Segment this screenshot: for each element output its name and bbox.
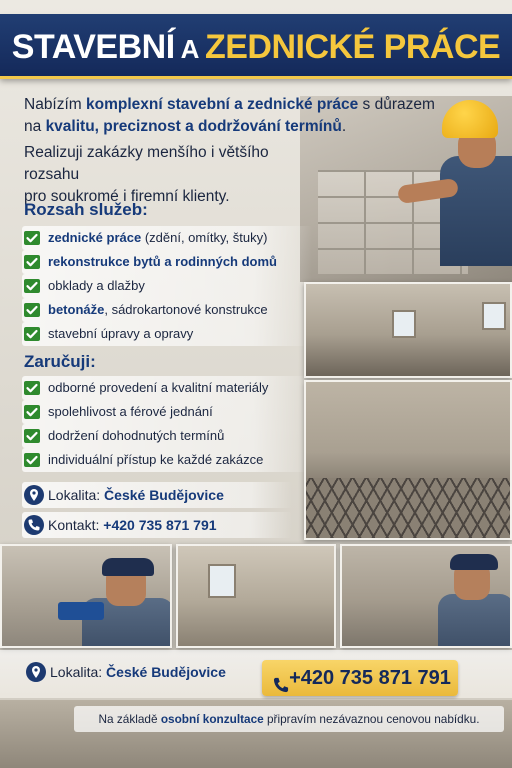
- drill-tool: [58, 602, 104, 620]
- page-title: [0, 28, 512, 67]
- item-text: odborné provedení a kvalitní materiály: [48, 380, 269, 395]
- intro-line1-bold: komplexní stavební a zednické práce: [86, 96, 359, 113]
- intro-line2-pre: na: [24, 118, 46, 135]
- check-icon: [24, 381, 40, 395]
- list-item: [22, 250, 312, 274]
- intro-text: [24, 94, 464, 138]
- item-text: (zdění, omítky, štuky): [141, 230, 268, 245]
- phone-value[interactable]: +420 735 871 791: [103, 517, 217, 533]
- intro-text-2: [24, 142, 324, 208]
- list-item: [22, 400, 312, 424]
- check-icon: [24, 327, 40, 341]
- check-icon: [24, 405, 40, 419]
- list-item: [22, 376, 312, 400]
- list-item: [22, 226, 312, 250]
- footer-location-label: Lokalita:: [50, 664, 107, 680]
- worker-cap: [450, 554, 498, 570]
- item-text: obklady a dlažby: [48, 278, 145, 293]
- room-photo-1: [304, 282, 512, 378]
- intro-line1-pre: Nabízím: [24, 96, 87, 113]
- intro-line2-bold: kvalitu, preciznost a dodržování termínů: [45, 118, 342, 135]
- check-icon: [24, 279, 40, 293]
- check-icon: [24, 429, 40, 443]
- list-item: [22, 274, 312, 298]
- footer-location-value: České Budějovice: [106, 664, 226, 680]
- item-text: individuální přístup ke každé zakázce: [48, 452, 264, 467]
- title-part-3: ZEDNICKÉ PRÁCE: [204, 28, 501, 66]
- intro-line4: pro soukromé i firemní klienty.: [24, 188, 230, 205]
- check-icon: [24, 453, 40, 467]
- drilling-photo: [0, 544, 172, 648]
- window: [482, 302, 506, 330]
- item-bold: zednické práce: [48, 230, 142, 245]
- phone-button[interactable]: [262, 660, 458, 696]
- item-bold: rekonstrukce bytů a rodinných domů: [48, 254, 277, 269]
- title-part-2: A: [180, 34, 199, 64]
- concrete-photo: [304, 380, 512, 540]
- item-text: dodržení dohodnutých termínů: [48, 428, 225, 443]
- location-row: [22, 482, 292, 508]
- phone-icon: [24, 515, 44, 535]
- check-icon: [24, 255, 40, 269]
- item-text: stavební úpravy a opravy: [48, 326, 194, 341]
- item-bold: betonáže: [48, 302, 105, 317]
- renovation-photo: [176, 544, 336, 648]
- services-title: Rozsah služeb:: [24, 200, 148, 219]
- location-pin-icon: [24, 485, 44, 505]
- worker-cap: [102, 558, 154, 576]
- location-pin-icon: [26, 662, 46, 682]
- intro-line3: Realizuji zakázky menšího i většího rozsahu: [24, 144, 269, 183]
- worker-shirt: [438, 594, 512, 648]
- check-icon: [24, 303, 40, 317]
- note-post: připravím nezávaznou cenovou nabídku.: [263, 712, 480, 726]
- list-item: [22, 298, 312, 322]
- window: [208, 564, 236, 598]
- item-text: , sádrokartonové konstrukce: [104, 302, 268, 317]
- intro-line1-post: s důrazem: [358, 96, 435, 113]
- note-pre: Na základě: [98, 712, 161, 726]
- location-label: Lokalita:: [48, 487, 105, 503]
- services-list: [22, 226, 312, 346]
- list-item: [22, 322, 312, 346]
- contact-row: [22, 512, 292, 538]
- check-icon: [24, 231, 40, 245]
- item-text: spolehlivost a férové jednání: [48, 404, 213, 419]
- location-value: České Budějovice: [104, 487, 224, 503]
- intro-line2-post: .: [341, 118, 347, 135]
- footer-phone: +420 735 871 791: [289, 667, 451, 689]
- guarantees-list: [22, 376, 312, 472]
- phone-label: Kontakt:: [48, 517, 104, 533]
- footer-location: [26, 660, 226, 684]
- list-item: [22, 448, 312, 472]
- worker-body: [440, 156, 512, 266]
- plastering-photo: [340, 544, 512, 648]
- window: [392, 310, 416, 338]
- note-bold: osobní konzultace: [160, 712, 264, 726]
- guarantees-title: Zaručuji:: [24, 352, 96, 371]
- header-banner: [0, 14, 512, 76]
- consultation-note: [74, 706, 504, 732]
- rebar-floor: [306, 478, 510, 538]
- title-part-1: STAVEBNÍ: [11, 28, 175, 66]
- list-item: [22, 424, 312, 448]
